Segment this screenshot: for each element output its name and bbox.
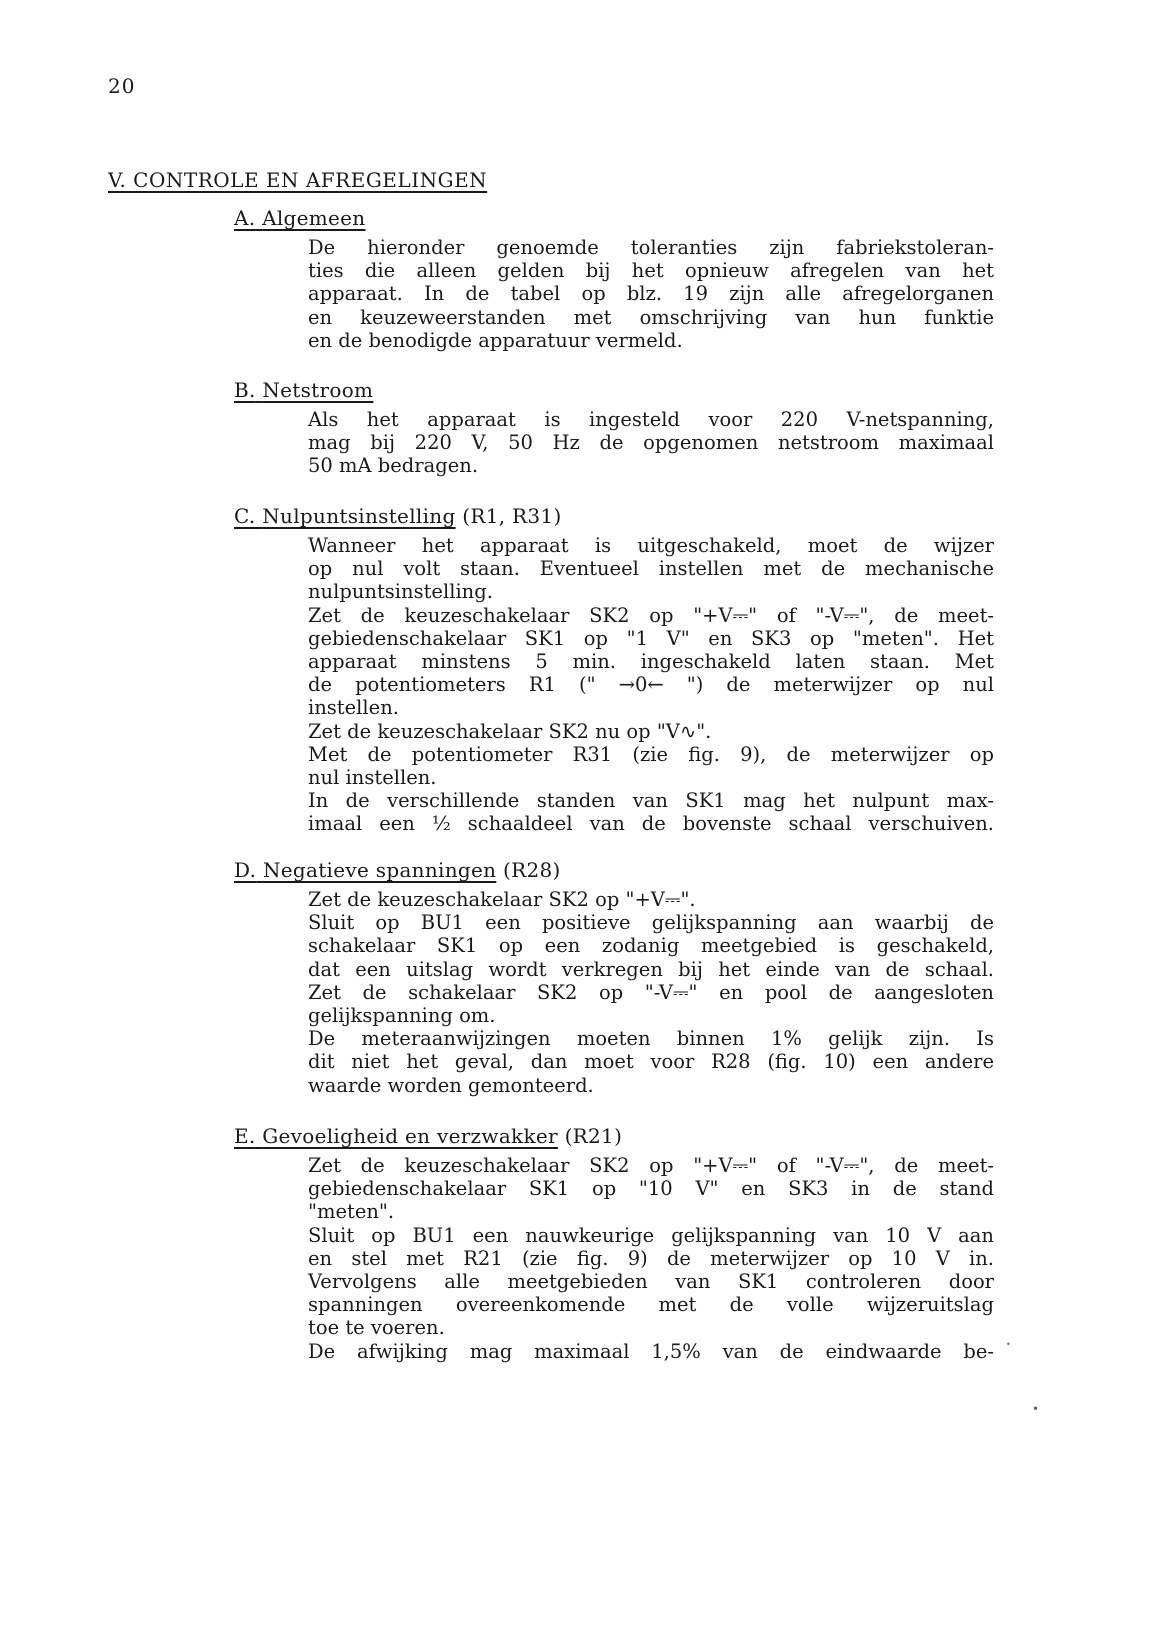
chapter-title: V. CONTROLE EN AFREGELINGEN: [108, 168, 488, 192]
text-line: mag bij 220 V, 50 Hz de opgenomen netstroom maximaal: [308, 431, 994, 455]
text-line: Zet de keuzeschakelaar SK2 op "+V⎓" of "-V⎓", de meet-: [308, 603, 994, 627]
text-line: De meteraanwijzingen moeten binnen 1% gelijk zijn. Is: [308, 1027, 994, 1051]
section-netstroom: [234, 378, 994, 478]
section-title: Gevoeligheid en verzwakker: [262, 1124, 558, 1148]
section-body: [308, 408, 994, 478]
section-algemeen: [234, 206, 994, 352]
text-line: en stel met R21 (zie fig. 9) de meterwijzer op 10 V in.: [308, 1246, 994, 1270]
text-line: In de verschillende standen van SK1 mag het nulpunt max-: [308, 789, 994, 813]
section-body: [308, 888, 994, 1097]
text-line: Zet de schakelaar SK2 op "-V⎓" en pool de aangesloten: [308, 980, 994, 1004]
text-line: Sluit op BU1 een positieve gelijkspanning aan waarbij de: [308, 911, 994, 935]
section-nulpuntsinstelling: [234, 504, 994, 836]
section-body: [308, 534, 994, 836]
section-title: Netstroom: [262, 378, 374, 402]
text-line: Wanneer het apparaat is uitgeschakeld, moet de wijzer: [308, 534, 994, 557]
text-line: Zet de keuzeschakelaar SK2 op "+V⎓".: [308, 888, 696, 911]
text-line: op nul volt staan. Eventueel instellen met de mechanische: [308, 557, 994, 581]
text-line: de potentiometers R1 (" →0← ") de meterwijzer op nul: [308, 673, 994, 697]
section-title: Nulpuntsinstelling: [262, 504, 456, 528]
section-letter: D.: [234, 858, 257, 882]
section-heading: [234, 1124, 994, 1148]
section-title: Algemeen: [262, 206, 366, 230]
text-line: gebiedenschakelaar SK1 op "1 V" en SK3 op "meten". Het: [308, 626, 994, 650]
text-line: gebiedenschakelaar SK1 op "10 V" en SK3 in de stand: [308, 1177, 994, 1201]
section-heading: [234, 858, 994, 882]
section-heading: [234, 206, 994, 230]
text-line: nul instellen.: [308, 766, 437, 790]
text-line: "meten".: [308, 1200, 395, 1224]
text-line: en keuzeweerstanden met omschrijving van hun funktie: [308, 305, 994, 329]
text-line: spanningen overeenkomende met de volle wijzeruitslag: [308, 1293, 994, 1317]
text-line: De hieronder genoemde toleranties zijn fabriekstoleran-: [308, 236, 994, 259]
section-letter: C.: [234, 504, 256, 528]
text-line: schakelaar SK1 op een zodanig meetgebied is geschakeld,: [308, 934, 994, 958]
page-number: 20: [108, 74, 136, 98]
section-title: Negatieve spanningen: [262, 858, 497, 882]
text-line: Met de potentiometer R31 (zie fig. 9), de meterwijzer op: [308, 742, 994, 766]
text-line: De afwijking mag maximaal 1,5% van de eindwaarde be-: [308, 1339, 994, 1363]
section-suffix: (R28): [503, 858, 561, 882]
text-line: Sluit op BU1 een nauwkeurige gelijkspanning van 10 V aan: [308, 1223, 994, 1247]
text-line: nulpuntsinstelling.: [308, 580, 493, 604]
section-body: [308, 236, 994, 352]
section-heading: [234, 504, 994, 528]
text-line: Zet de keuzeschakelaar SK2 nu op "V∿".: [308, 719, 712, 743]
section-letter: B.: [234, 378, 256, 402]
section-gevoeligheid: [234, 1124, 994, 1363]
section-negatieve-spanningen: [234, 858, 994, 1097]
text-line: apparaat. In de tabel op blz. 19 zijn alle afregelorganen: [308, 282, 994, 306]
scan-speck: •: [1032, 1402, 1040, 1416]
text-line: dat een uitslag wordt verkregen bij het einde van de schaal.: [308, 957, 994, 981]
text-line: gelijkspanning om.: [308, 1004, 496, 1028]
section-body: [308, 1154, 994, 1363]
text-line: imaal een ½ schaaldeel van de bovenste schaal verschuiven.: [308, 812, 994, 836]
section-letter: A.: [234, 206, 256, 230]
text-line: Als het apparaat is ingesteld voor 220 V-netspanning,: [308, 408, 994, 431]
text-line: Zet de keuzeschakelaar SK2 op "+V⎓" of "-V⎓", de meet-: [308, 1154, 994, 1177]
text-line: waarde worden gemonteerd.: [308, 1073, 594, 1097]
text-line: Vervolgens alle meetgebieden van SK1 controleren door: [308, 1270, 994, 1294]
scan-speck: •: [1006, 1340, 1011, 1349]
text-line: en de benodigde apparatuur vermeld.: [308, 328, 683, 352]
text-line: 50 mA bedragen.: [308, 454, 479, 478]
section-suffix: (R21): [564, 1124, 623, 1148]
text-line: ties die alleen gelden bij het opnieuw afregelen van het: [308, 259, 994, 283]
text-line: instellen.: [308, 696, 399, 720]
section-heading: [234, 378, 994, 402]
text-line: dit niet het geval, dan moet voor R28 (fig. 10) een andere: [308, 1050, 994, 1074]
section-suffix: (R1, R31): [462, 504, 562, 528]
text-line: toe te voeren.: [308, 1316, 445, 1340]
section-letter: E.: [234, 1124, 256, 1148]
text-line: apparaat minstens 5 min. ingeschakeld laten staan. Met: [308, 650, 994, 674]
